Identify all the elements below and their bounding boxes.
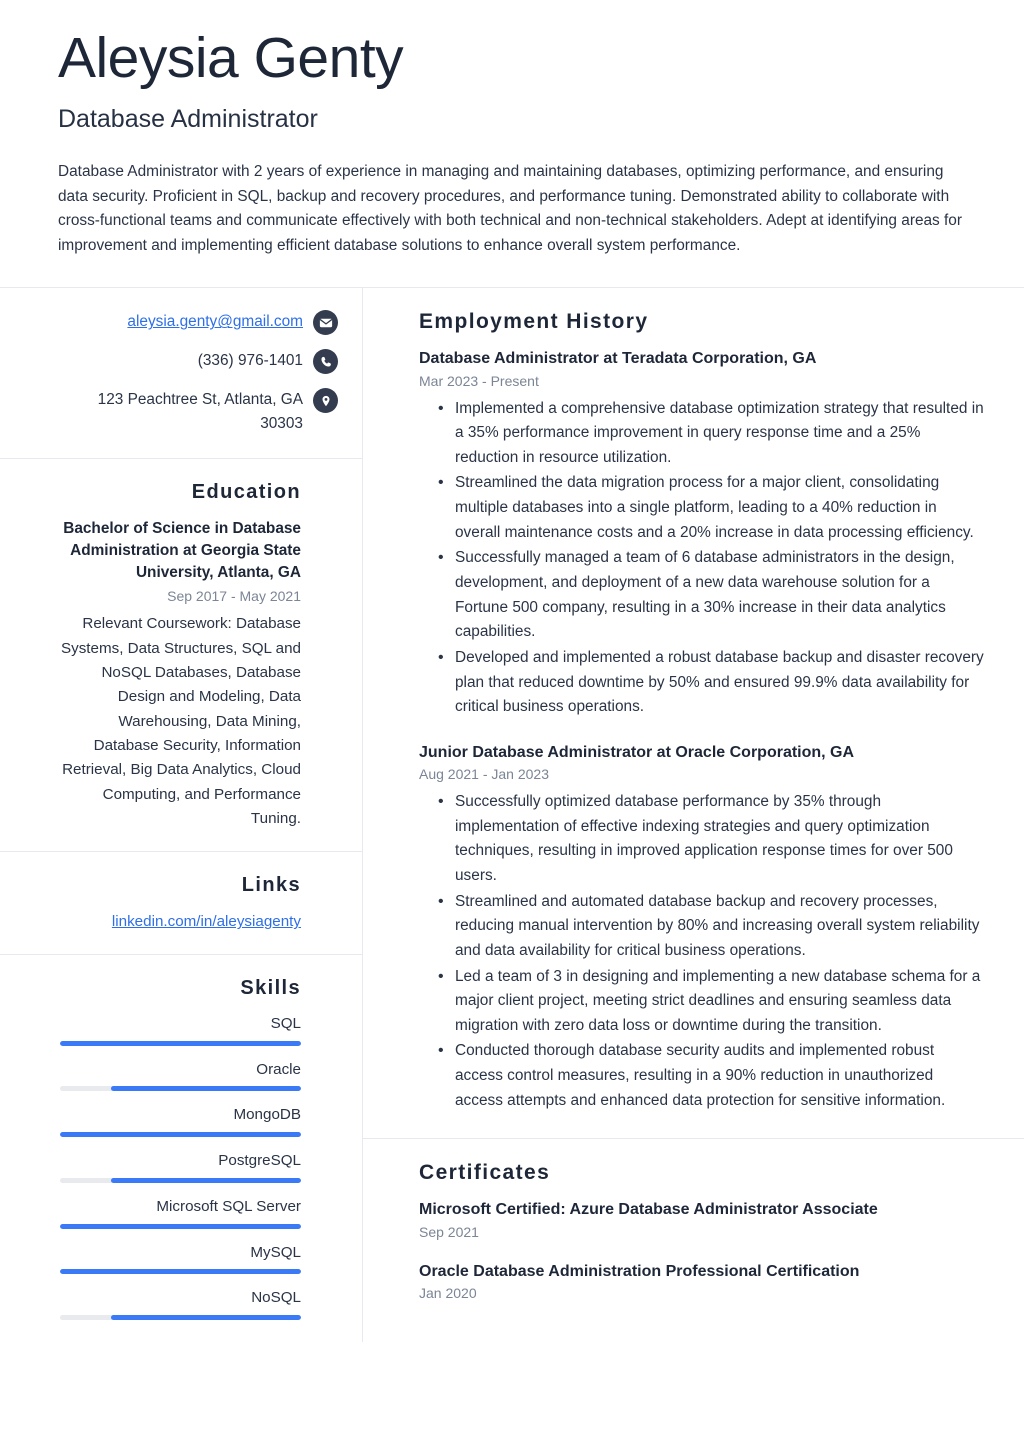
employment-bullet: • Conducted thorough database security audits and implemented robust access control measures, resulting in a 90% reduction in unauthorized access attempts and enhanced data protection for sensitive information. [455, 1039, 984, 1113]
certificate-entry [419, 1199, 984, 1242]
employment-heading: Database Administrator at Teradata Corporation, GA [419, 350, 817, 368]
resume-header [0, 0, 1024, 287]
skills-title: Skills [240, 976, 301, 999]
certificate-date: Sep 2021 [419, 1223, 479, 1240]
contact-row-email[interactable] [60, 309, 338, 335]
employment-date: Aug 2021 - Jan 2023 [419, 766, 549, 783]
skill-level-fill [111, 1086, 301, 1091]
phone-icon [313, 349, 338, 374]
skill-level-bar [60, 1178, 301, 1183]
candidate-job-title: Database Administrator [58, 104, 318, 133]
employment-date: Mar 2023 - Present [419, 372, 539, 389]
certificates-title: Certificates [419, 1161, 551, 1185]
employment-heading: Junior Database Administrator at Oracle Corporation, GA [419, 743, 855, 761]
skill-level-fill [60, 1269, 301, 1274]
skill-item [60, 1197, 301, 1229]
skill-level-fill [60, 1224, 301, 1229]
right-column [363, 288, 1024, 1342]
education-entry [60, 518, 301, 831]
education-section [0, 459, 362, 851]
skills-list [60, 1014, 301, 1320]
certificate-date: Jan 2020 [419, 1285, 477, 1302]
email-text[interactable]: aleysia.genty@gmail.com [127, 313, 303, 331]
skill-level-bar [60, 1041, 301, 1046]
skill-level-bar [60, 1224, 301, 1229]
employment-bullet: • Implemented a comprehensive database optimization strategy that resulted in a 35% performance improvement in query response time and a 25% reduction in resource utilization. [455, 397, 984, 471]
contact-section [0, 288, 362, 458]
phone-text: (336) 976-1401 [197, 352, 303, 370]
employment-bullet: • Successfully managed a team of 6 database administrators in the design, development, and deployment of a new data warehouse solution for a Fortune 500 company, resulting in a 30% increase in their data analytics capabilities. [455, 546, 984, 645]
employment-bullets [419, 397, 984, 720]
envelope-icon [313, 310, 338, 335]
skill-item [60, 1243, 301, 1275]
skill-name: SQL [270, 1014, 301, 1032]
location-pin-icon [313, 388, 338, 413]
skill-level-bar [60, 1269, 301, 1274]
employment-bullet: • Led a team of 3 in designing and implementing a new database schema for a major client project, meeting strict deadlines and ensuring seamless data migration with zero data loss or downtime during the transition. [455, 965, 984, 1039]
skill-level-fill [60, 1041, 301, 1046]
employment-list [419, 348, 984, 1113]
resume-body [0, 288, 1024, 1342]
employment-bullets [419, 790, 984, 1113]
skill-item [60, 1014, 301, 1046]
candidate-name: Aleysia Genty [58, 26, 404, 90]
professional-summary: Database Administrator with 2 years of experience in managing and maintaining databases, optimizing performance, and ensuring data security. Proficient in SQL, backup and recovery procedures, and performance tuning. Demonstrated ability to collaborate with cross-functional teams and communicate effectively with both technical and non-technical stakeholders. Adept at identifying areas for improvement and implementing efficient database solutions to enhance overall system performance. [58, 162, 962, 255]
links-title: Links [241, 874, 301, 897]
links-section [0, 852, 362, 954]
employment-entry [419, 742, 984, 1114]
address-text: 123 Peachtree St, Atlanta, GA 30303 [97, 391, 303, 433]
employment-bullet: • Streamlined and automated database backup and recovery processes, reducing manual intervention by 80% and increasing overall system reliability and data availability for critical business operations. [455, 890, 984, 964]
skill-level-bar [60, 1132, 301, 1137]
employment-title: Employment History [419, 310, 649, 334]
employment-section [363, 288, 1024, 1138]
skill-name: MySQL [250, 1243, 301, 1261]
link-item-linkedin[interactable]: linkedin.com/in/aleysiagenty [111, 913, 301, 931]
contact-row-address [60, 387, 338, 436]
education-degree: Bachelor of Science in Database Administration at Georgia State University, Atlanta, GA [63, 520, 301, 581]
certificate-entry [419, 1261, 984, 1304]
skill-level-fill [60, 1132, 301, 1137]
certificates-list [419, 1199, 984, 1303]
education-description: Relevant Coursework: Database Systems, Data Structures, SQL and NoSQL Databases, Database Design and Modeling, Data Warehousing, Data Mining, Database Security, Information Retrieval, Big Data Analytics, Cloud Computing, and Performance Tuning. [60, 615, 301, 827]
skill-level-fill [111, 1178, 301, 1183]
skill-level-bar [60, 1315, 301, 1320]
skill-name: PostgreSQL [218, 1152, 301, 1170]
certificate-name: Microsoft Certified: Azure Database Administrator Associate [419, 1201, 878, 1219]
skill-name: Microsoft SQL Server [156, 1197, 301, 1215]
employment-bullet: • Developed and implemented a robust database backup and disaster recovery plan that reduced downtime by 50% and ensured 99.9% data availability for critical business operations. [455, 646, 984, 720]
skill-name: Oracle [256, 1060, 301, 1078]
skill-item [60, 1288, 301, 1320]
contact-row-phone[interactable] [60, 348, 338, 374]
education-title: Education [191, 481, 301, 504]
employment-entry [419, 348, 984, 720]
skill-item [60, 1105, 301, 1137]
left-column [0, 288, 363, 1342]
skill-level-bar [60, 1086, 301, 1091]
employment-bullet: • Streamlined the data migration process for a major client, consolidating multiple databases into a single platform, leading to a 40% reduction in overall maintenance costs and a 20% increase in data processing efficiency. [455, 471, 984, 545]
skill-level-fill [111, 1315, 301, 1320]
employment-bullet: • Successfully optimized database performance by 35% through implementation of effective indexing strategies and query optimization techniques, resulting in improved application response times for over 500 users. [455, 790, 984, 889]
skill-item [60, 1151, 301, 1183]
skill-item [60, 1060, 301, 1092]
skill-name: MongoDB [233, 1106, 301, 1124]
skill-name: NoSQL [251, 1289, 301, 1307]
certificate-name: Oracle Database Administration Professional Certification [419, 1262, 860, 1280]
skills-section [0, 955, 362, 1342]
certificates-section [363, 1139, 1024, 1327]
education-date: Sep 2017 - May 2021 [167, 587, 301, 604]
